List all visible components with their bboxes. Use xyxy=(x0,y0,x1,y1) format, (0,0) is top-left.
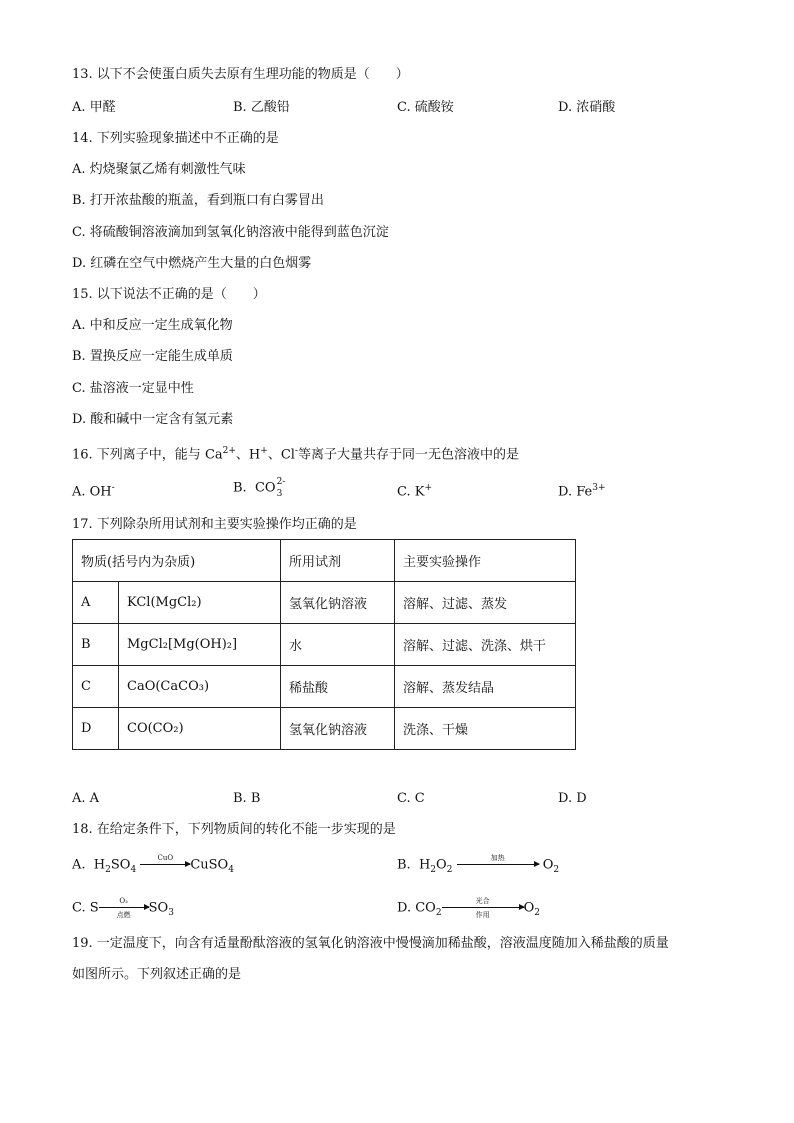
q18-option-a: A. $H_2SO_4$ CuO CuSO$_4$ xyxy=(72,854,234,876)
q15-option-a: A. 中和反应一定生成氧化物 xyxy=(72,318,233,333)
q13-option-c: C. 硫酸铵 xyxy=(397,100,454,115)
q18-stem: 18. 在给定条件下，下列物质间的转化不能一步实现的是 xyxy=(72,822,396,837)
q17-option-b: B. B xyxy=(233,791,261,806)
reaction-arrow: O₂ 点燃 xyxy=(99,899,149,917)
q18-option-b: B. $H_2O_2$ 加热 $O_2$ xyxy=(397,854,560,876)
q16-option-c: C. K+ xyxy=(397,483,433,500)
q13-option-d: D. 浓硝酸 xyxy=(558,100,616,115)
q16-option-d: D. $Fe^{3+}$ xyxy=(558,483,606,500)
table-row xyxy=(73,624,576,666)
q13-option-b: B. 乙酸铅 xyxy=(233,100,290,115)
purification-table xyxy=(72,539,576,750)
row-operation: 溶解、过滤、洗涤、烘干 xyxy=(395,624,576,666)
q13-stem: 13. 以下不会使蛋白质失去原有生理功能的物质是（ ） xyxy=(72,67,409,82)
row-operation: 溶解、过滤、蒸发 xyxy=(395,582,576,624)
q15-stem: 15. 以下说法不正确的是（ ） xyxy=(72,287,266,302)
row-label: C xyxy=(73,666,119,708)
q16-stem: 16. 下列离子中，能与 $Ca^{2+}$、H+、Cl-等离子大量共存于同一无色溶液中的是 xyxy=(72,446,519,463)
row-substance: KCl(MgCl₂) xyxy=(119,582,281,624)
q18-option-c: C. S O₂ 点燃 $SO_3$ xyxy=(72,897,174,919)
row-reagent: 氢氧化钠溶液 xyxy=(281,582,395,624)
q16-option-a: A. OH- xyxy=(72,483,115,500)
q14-stem: 14. 下列实验现象描述中不正确的是 xyxy=(72,131,279,146)
q15-option-b: B. 置换反应一定能生成单质 xyxy=(72,349,233,364)
reaction-arrow: 加热 xyxy=(457,856,539,874)
header-substance: 物质(括号内为杂质) xyxy=(73,540,281,582)
q16-option-b: B. CO 2- 3 xyxy=(233,477,286,499)
q14-option-c: C. 将硫酸铜溶液滴加到氢氧化钠溶液中能得到蓝色沉淀 xyxy=(72,225,389,240)
q13-option-a: A. 甲醛 xyxy=(72,100,116,115)
row-label: B xyxy=(73,624,119,666)
q17-option-d: D. D xyxy=(558,791,587,806)
row-reagent: 氢氧化钠溶液 xyxy=(281,708,395,750)
q14-option-a: A. 灼烧聚氯乙烯有刺激性气味 xyxy=(72,162,246,177)
reaction-arrow: 光合 作用 xyxy=(442,899,524,917)
table-header-row xyxy=(73,540,576,582)
row-reagent: 稀盐酸 xyxy=(281,666,395,708)
q14-option-d: D. 红磷在空气中燃烧产生大量的白色烟雾 xyxy=(72,256,312,271)
reaction-arrow: CuO xyxy=(140,856,190,874)
q15-option-d: D. 酸和碱中一定含有氢元素 xyxy=(72,412,234,427)
row-substance: CO(CO₂) xyxy=(119,708,281,750)
row-label: D xyxy=(73,708,119,750)
q17-stem: 17. 下列除杂所用试剂和主要实验操作均正确的是 xyxy=(72,517,357,532)
table-row xyxy=(73,666,576,708)
header-reagent: 所用试剂 xyxy=(281,540,395,582)
q19-stem-line2: 如图所示。下列叙述正确的是 xyxy=(72,967,242,982)
row-substance: MgCl₂[Mg(OH)₂] xyxy=(119,624,281,666)
row-label: A xyxy=(73,582,119,624)
row-reagent: 水 xyxy=(281,624,395,666)
table-row xyxy=(73,582,576,624)
row-substance: CaO(CaCO₃) xyxy=(119,666,281,708)
row-operation: 洗涤、干燥 xyxy=(395,708,576,750)
q14-option-b: B. 打开浓盐酸的瓶盖，看到瓶口有白雾冒出 xyxy=(72,193,324,208)
q18-option-d: D. $CO_2$ 光合 作用 $O_2$ xyxy=(397,897,540,919)
table-row xyxy=(73,708,576,750)
q17-option-a: A. A xyxy=(72,791,100,806)
q15-option-c: C. 盐溶液一定显中性 xyxy=(72,381,194,396)
row-operation: 溶解、蒸发结晶 xyxy=(395,666,576,708)
q19-stem-line1: 19. 一定温度下，向含有适量酚酞溶液的氢氧化钠溶液中慢慢滴加稀盐酸，溶液温度随加入稀盐酸的质量 xyxy=(72,936,669,951)
header-operation: 主要实验操作 xyxy=(395,540,576,582)
q17-option-c: C. C xyxy=(397,791,425,806)
